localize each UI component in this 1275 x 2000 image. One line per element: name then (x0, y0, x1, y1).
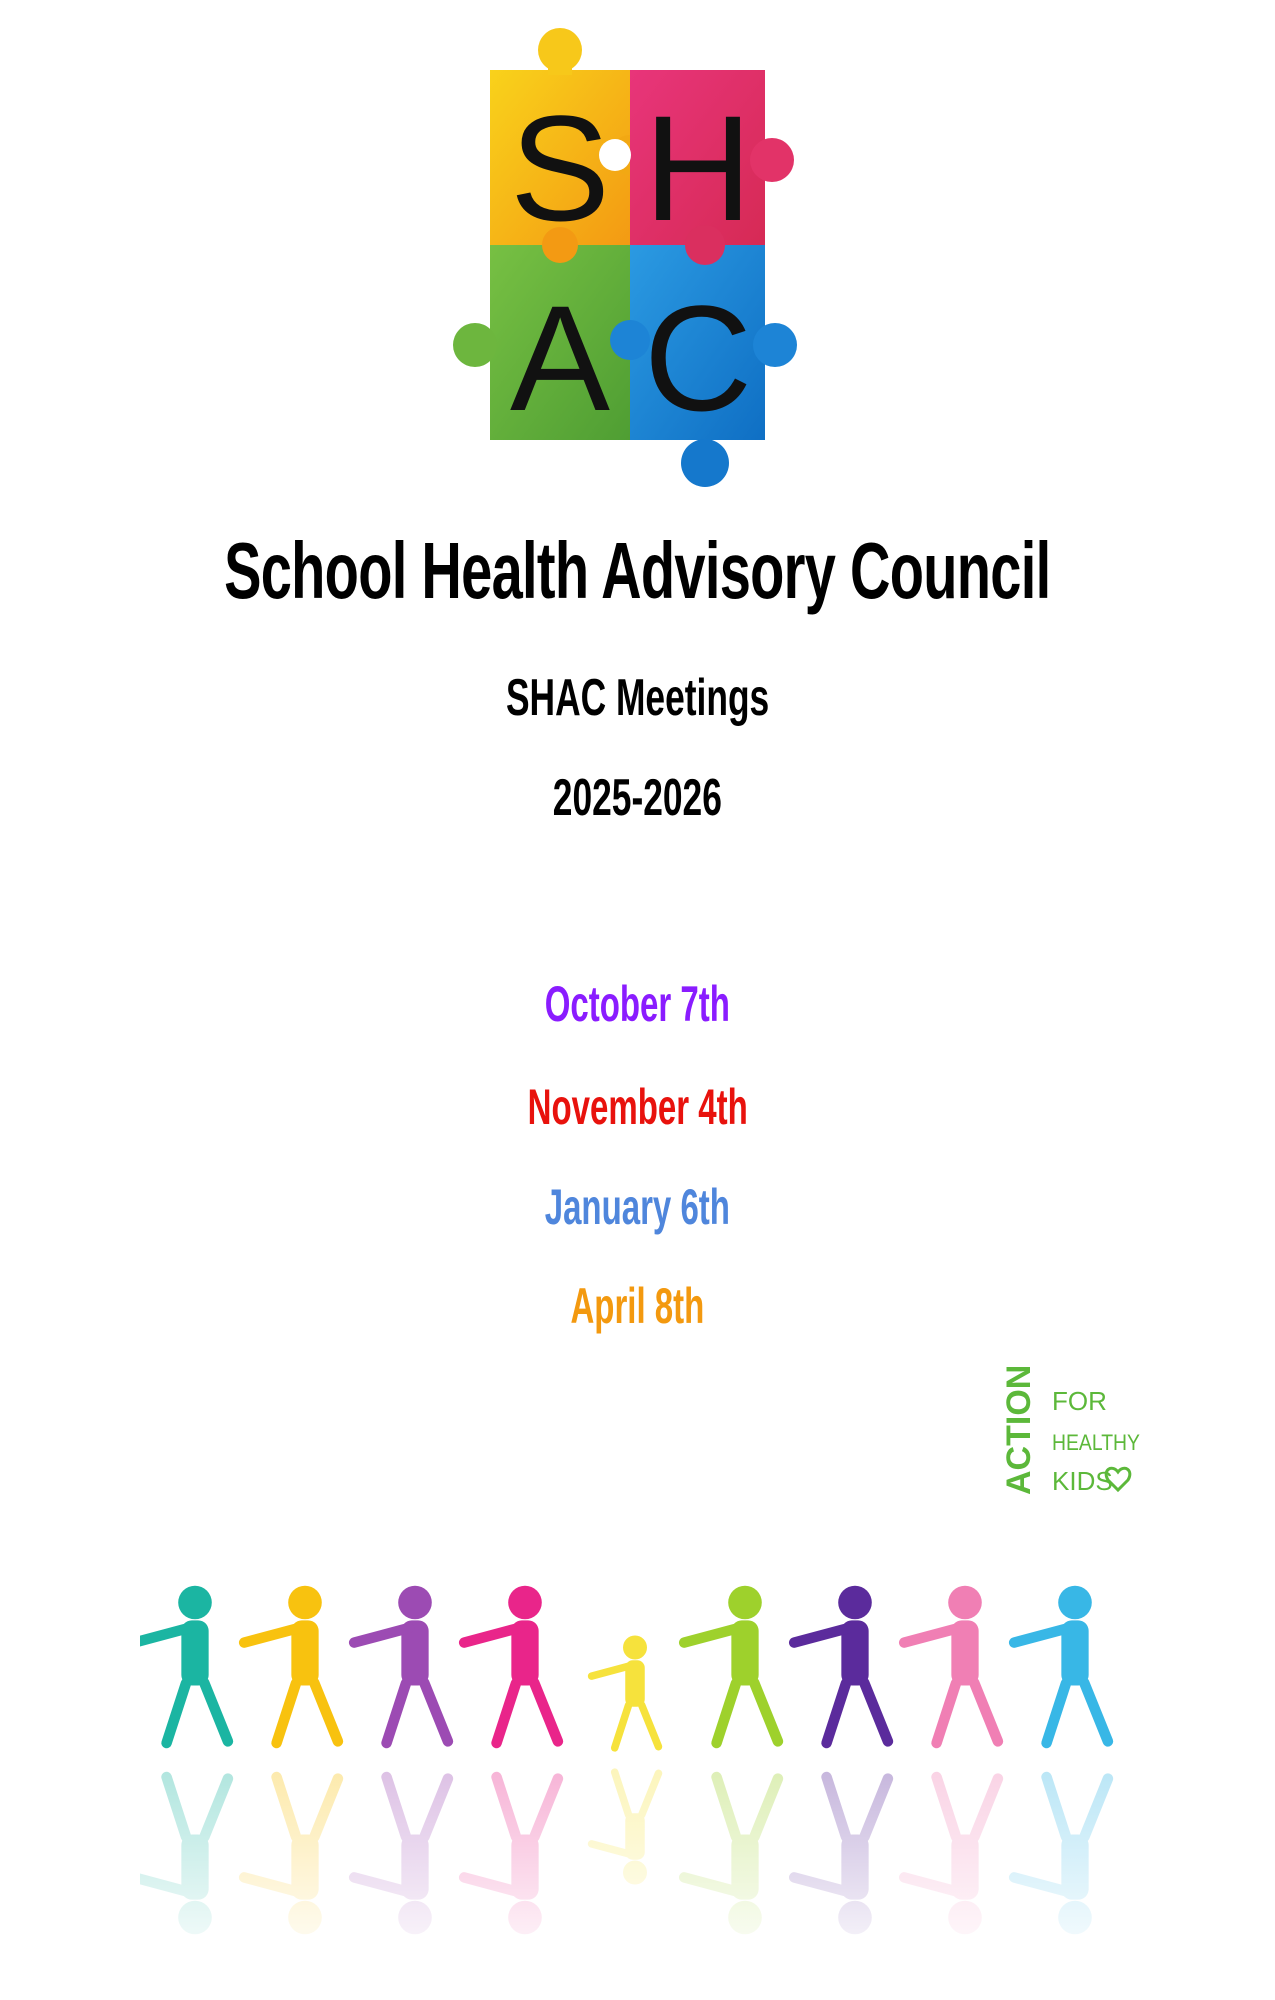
shac-puzzle-logo (450, 15, 810, 490)
child-silhouette (238, 1586, 345, 1750)
child-silhouette (1008, 1586, 1115, 1750)
action-for-healthy-kids-logo (1000, 1360, 1150, 1510)
badge-action-word: ACTION (1000, 1364, 1038, 1495)
meeting-date (0, 975, 1275, 1033)
logo-letter-c: C (643, 274, 753, 442)
child-silhouette (458, 1586, 565, 1750)
child-silhouette (587, 1636, 663, 1753)
page-title-text: School Health Advisory Council (224, 526, 1051, 615)
logo-letter-s: S (509, 84, 611, 252)
badge-line-healthy: HEALTHY (1052, 1430, 1141, 1455)
child-silhouette (140, 1586, 235, 1750)
running-children-icon (140, 1540, 1130, 1980)
meeting-date (0, 1178, 1275, 1236)
meetings-subtitle (0, 668, 1275, 728)
child-silhouette (348, 1586, 455, 1750)
badge-line-kids: KIDS (1052, 1466, 1113, 1496)
school-year-text: 2025-2026 (552, 769, 723, 827)
meeting-date-january: January 6th (544, 1179, 731, 1235)
page-title (0, 525, 1275, 617)
child-silhouette (678, 1586, 785, 1750)
meeting-date (0, 1078, 1275, 1136)
badge-line-for: FOR (1052, 1386, 1107, 1416)
school-year (0, 768, 1275, 828)
meeting-date-november: November 4th (527, 1079, 748, 1135)
logo-letter-a: A (509, 274, 611, 442)
child-silhouette (898, 1586, 1005, 1750)
logo-letter-h: H (643, 84, 753, 252)
meetings-subtitle-text: SHAC Meetings (505, 669, 770, 727)
meeting-date-april: April 8th (570, 1278, 705, 1334)
meeting-date-october: October 7th (544, 976, 731, 1032)
child-silhouette (788, 1586, 895, 1750)
meeting-date (0, 1277, 1275, 1335)
